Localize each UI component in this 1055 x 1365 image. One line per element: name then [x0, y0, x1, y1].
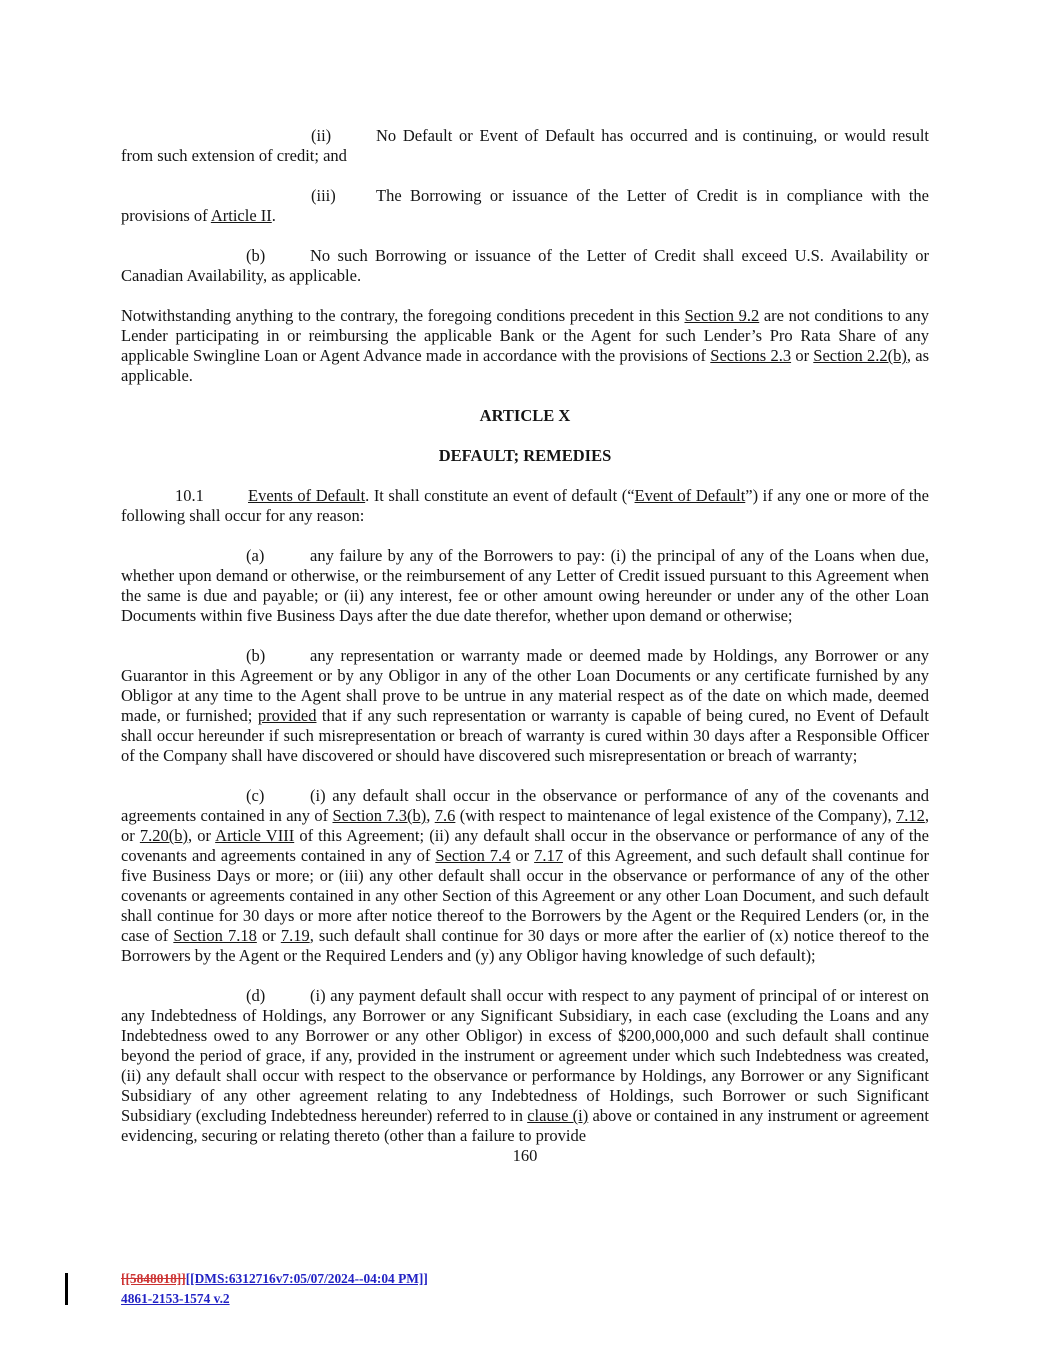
heading-default-remedies: DEFAULT; REMEDIES: [438, 446, 612, 465]
section-reference: 7.12: [896, 806, 925, 825]
section-reference: 7.17: [534, 846, 564, 865]
text-run: that if any such representation or warranty is capable of being cured, no Event of Default shall occur hereunder if such misrepresentation or breach of warranty is cured within 30 days after a Responsible Officer of the Company shall have discovered or should have discovered such misrepresentation or breach of warranty;: [121, 706, 929, 765]
paragraph-text: [121, 306, 929, 385]
section-reference: Article VIII: [215, 826, 295, 845]
clause-label: (b): [246, 246, 266, 265]
section-reference: 7.6: [434, 806, 456, 825]
text-run: No Default or Event of Default has occurred and is continuing, or would result from such extension of credit; and: [121, 126, 929, 165]
clause-label: (a): [246, 546, 265, 565]
paragraph-text: [121, 786, 929, 965]
section-reference: Event of Default: [634, 486, 746, 505]
paragraph-10-1-events-of-default: [121, 486, 929, 526]
section-number-label: 10.1: [175, 486, 204, 505]
text-run: , as applicable.: [121, 346, 929, 385]
footer-version-number: 4861-2153-1574 v.2: [121, 1290, 230, 1306]
clause-label: (d): [246, 986, 266, 1005]
change-bar: [65, 1273, 68, 1305]
section-reference: provided: [257, 706, 317, 725]
section-reference: Sections 2.3: [710, 346, 792, 365]
text-run: of this Agreement; (ii) any default shall occur in the observance or performance of any of the covenants and agreements contained in any of: [121, 826, 929, 865]
paragraph-clause-iii: [121, 186, 929, 226]
section-reference: 7.20(b): [139, 826, 188, 845]
text-run: are not conditions to any Lender participating in or reimbursing the applicable Bank or the Agent for such Lender’s Pro Rata Share of any applicable Swingline Loan or Agent Advance made in accordance with the provisions of: [121, 306, 929, 365]
text-run: any representation or warranty made or deemed made by Holdings, any Borrower or any Guarantor in this Agreement or by any Obligor in any of the other Loan Documents or any certificate furnished by any Obligor at any time to the Agent shall prove to be untrue in any material respect as of the date on which made, deemed made, or furnished;: [121, 646, 929, 725]
paragraph-text: [121, 186, 929, 225]
page-number: 160: [512, 1146, 538, 1165]
footer-document-stamp: [121, 1269, 428, 1308]
text-run: above or contained in any instrument or agreement evidencing, securing or relating thereto (other than a failure to provide: [121, 1106, 929, 1145]
paragraph-text: [121, 646, 929, 765]
paragraph-text: [121, 246, 929, 285]
section-reference: Section 9.2: [684, 306, 760, 325]
clause-label: (ii): [311, 126, 332, 145]
text-run: (i) any payment default shall occur with respect to any payment of principal of or interest on any Indebtedness of Holdings, any Borrower or any Significant Subsidiary, in each case (excluding the Loans and any Indebtedness owed to any Borrower or any other Obligor) in excess of $200,000,000 and such default shall continue beyond the period of grace, if any, provided in the instrument or agreement under which such Indebtedness was created, (ii) any default shall occur with respect to the observance or performance by Holdings, any Borrower or any Significant Subsidiary of any other agreement relating to any Indebtedness of Holdings, such Borrower or such Significant Subsidiary (excluding Indebtedness hereunder) referred to in: [121, 986, 929, 1125]
text-run: .: [271, 206, 276, 225]
text-run: ,: [426, 806, 435, 825]
section-reference: Section 7.4: [435, 846, 511, 865]
section-reference: Section 2.2(b): [813, 346, 907, 365]
section-reference: clause (i): [527, 1106, 589, 1125]
text-run: any failure by any of the Borrowers to pay: (i) the principal of any of the Loans when due, whether upon demand or otherwise, or the reimbursement of any Letter of Credit issued pursuant to this Agreement when the same is due and payable; or (ii) any interest, fee or other amount owing hereunder or under any of the other Loan Documents within five Business Days after the due date therefor, whether upon demand or otherwise;: [121, 546, 929, 625]
text-run: (i) any default shall occur in the observance or performance of any of the covenants and agreements contained in any of: [121, 786, 929, 825]
text-run: of this Agreement, and such default shall continue for five Business Days or more; or (iii) any other default shall occur in the observance or performance of any of the other covenants or agreements contained in any other Section of this Agreement or any other Loan Document, and such default shall continue for 30 days or more after notice thereof to the Borrowers by the Agent or the Required Lenders (or, in the case of: [121, 846, 930, 945]
paragraph-c-covenant-default: [121, 786, 929, 966]
heading-article-x: ARTICLE X: [479, 406, 571, 425]
section-reference: Section 7.18: [173, 926, 257, 945]
document-body: [121, 126, 929, 1166]
section-reference: 7.19: [280, 926, 310, 945]
clause-label: (c): [246, 786, 265, 805]
text-run: The Borrowing or issuance of the Letter of Credit is in compliance with the provisions of: [121, 186, 929, 225]
footer-doc-id-struck: [[5848018]]: [121, 1271, 186, 1286]
section-reference: Article II: [210, 206, 272, 225]
text-run: (with respect to maintenance of legal existence of the Company),: [455, 806, 897, 825]
text-run: No such Borrowing or issuance of the Letter of Credit shall exceed U.S. Availability or Canadian Availability, as applicable.: [121, 246, 929, 285]
paragraph-d-cross-default: [121, 986, 929, 1146]
paragraph-notwithstanding: [121, 306, 929, 386]
footer-line-1: [121, 1269, 428, 1289]
paragraph-text: [121, 546, 929, 625]
paragraph-clause-b-borrowing: [121, 246, 929, 286]
text-run: , such default shall continue for 30 days or more after the earlier of (x) notice thereof to the Borrowers by the Agent or the Required Lenders and (y) any Obligor having knowledge of such default);: [121, 926, 929, 965]
paragraph-text: [121, 126, 929, 165]
text-run: Notwithstanding anything to the contrary, the foregoing conditions precedent in this: [121, 306, 685, 325]
text-run: or: [510, 846, 535, 865]
paragraph-clause-ii: [121, 126, 929, 166]
paragraph-a-payment-failure: [121, 546, 929, 626]
text-run: or: [256, 926, 281, 945]
section-reference: Section 7.3(b): [332, 806, 427, 825]
paragraph-text: [121, 986, 929, 1145]
footer-dms-stamp: [[DMS:6312716v7:05/07/2024--04:04 PM]]: [185, 1271, 428, 1286]
text-run: , or: [121, 806, 930, 845]
text-run: or: [791, 346, 814, 365]
paragraph-b-representation-warranty: [121, 646, 929, 766]
section-reference: Events of Default: [248, 486, 366, 505]
footer-line-2: [121, 1289, 428, 1309]
text-run: , or: [187, 826, 216, 845]
clause-label: (b): [246, 646, 266, 665]
clause-label: (iii): [311, 186, 336, 205]
text-run: . It shall constitute an event of default (“: [365, 486, 635, 505]
text-run: ”) if any one or more of the following shall occur for any reason:: [121, 486, 930, 525]
